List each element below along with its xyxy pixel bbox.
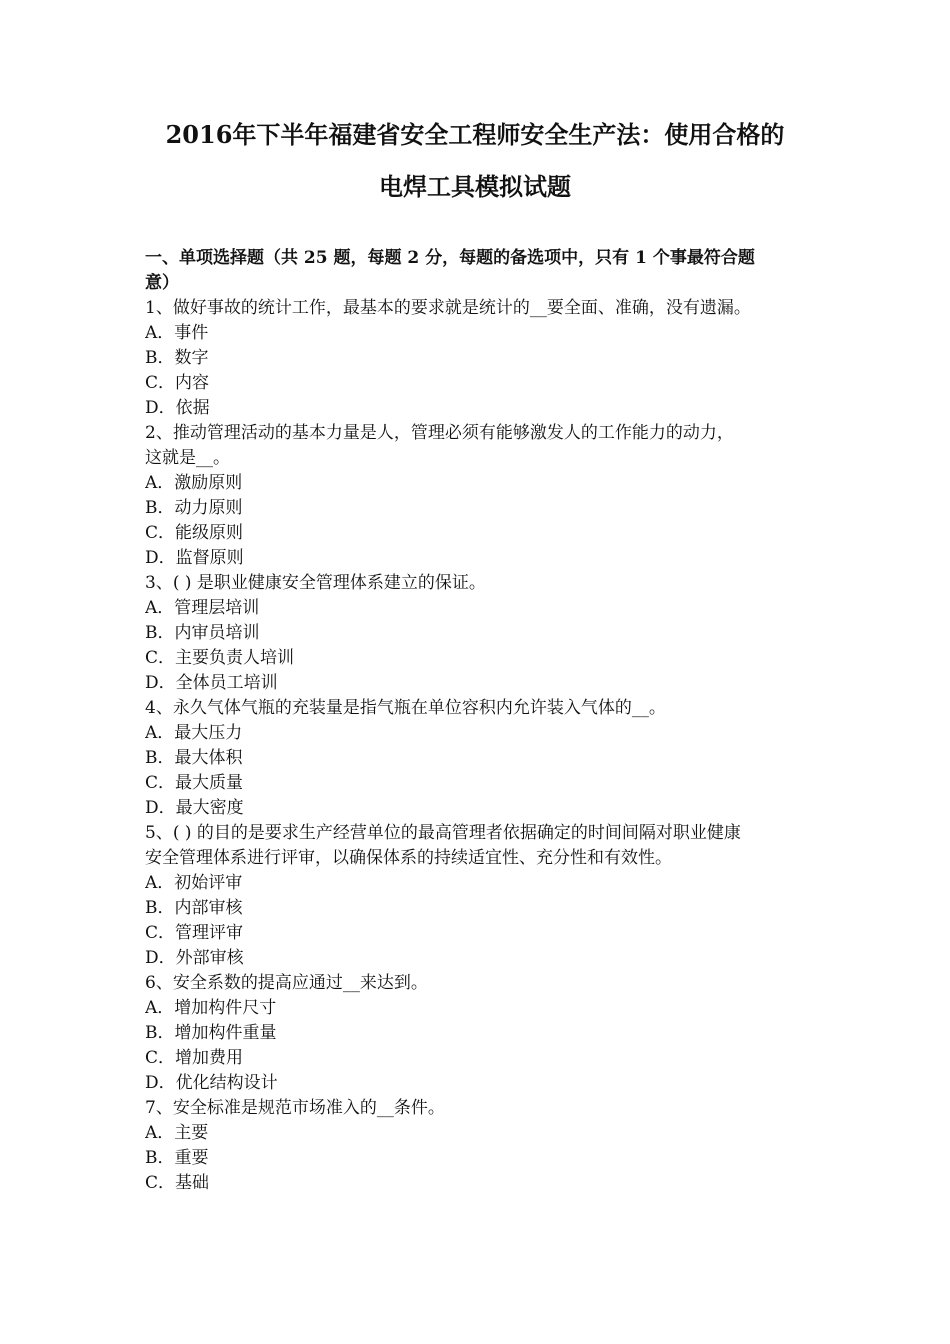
- question-2-option-c: C．能级原则: [145, 523, 244, 543]
- question-2-text: 2、推动管理活动的基本力量是人，管理必须有能够激发人的工作能力的动力，: [145, 423, 734, 443]
- question-3-text: 3、( ) 是职业健康安全管理体系建立的保证。: [145, 573, 486, 593]
- question-5-option-c: C．管理评审: [145, 923, 244, 943]
- question-2-option-a: A．激励原则: [145, 473, 243, 493]
- question-7-option-a: A．主要: [145, 1123, 209, 1143]
- question-3: [145, 571, 815, 696]
- question-6-option-b: B．增加构件重量: [145, 1023, 277, 1043]
- document-title-line-1: 2016年下半年福建省安全工程师安全生产法：使用合格的: [165, 120, 785, 149]
- section-heading-line-2: 意）: [145, 273, 179, 293]
- question-list: [145, 296, 815, 1196]
- question-4-option-b: B．最大体积: [145, 748, 243, 768]
- question-3-option-b: B．内审员培训: [145, 623, 260, 643]
- question-5-option-b: B．内部审核: [145, 898, 243, 918]
- question-2-text-cont: 这就是__。: [145, 448, 230, 468]
- question-6-option-a: A．增加构件尺寸: [145, 998, 277, 1018]
- question-5-text: 5、( ) 的目的是要求生产经营单位的最高管理者依据确定的时间间隔对职业健康: [145, 823, 741, 843]
- question-2-option-d: D．监督原则: [145, 548, 244, 568]
- question-2-option-b: B．动力原则: [145, 498, 243, 518]
- question-1-option-d: D．依据: [145, 398, 210, 418]
- question-1: [145, 296, 815, 421]
- question-1-option-b: B．数字: [145, 348, 209, 368]
- question-3-option-c: C．主要负责人培训: [145, 648, 295, 668]
- question-6: [145, 971, 815, 1096]
- question-6-text: 6、安全系数的提高应通过__来达到。: [145, 973, 428, 993]
- question-7-option-b: B．重要: [145, 1148, 209, 1168]
- question-1-text: 1、做好事故的统计工作，最基本的要求就是统计的__要全面、准确，没有遗漏。: [145, 298, 751, 318]
- question-7-text: 7、安全标准是规范市场准入的__条件。: [145, 1098, 445, 1118]
- question-5-option-d: D．外部审核: [145, 948, 244, 968]
- question-5: [145, 821, 815, 971]
- section-heading-line-1: 一、单项选择题（共 25 题，每题 2 分，每题的备选项中，只有 1 个事最符合题: [145, 248, 755, 268]
- question-4-option-d: D．最大密度: [145, 798, 244, 818]
- question-7-option-c: C．基础: [145, 1173, 210, 1193]
- section-heading: [145, 246, 815, 296]
- question-4-option-c: C．最大质量: [145, 773, 244, 793]
- question-1-option-c: C．内容: [145, 373, 210, 393]
- question-3-option-a: A．管理层培训: [145, 598, 260, 618]
- question-2: [145, 421, 815, 571]
- document-title-line-2: 电焊工具模拟试题: [379, 172, 571, 201]
- question-3-option-d: D．全体员工培训: [145, 673, 278, 693]
- question-7: [145, 1096, 815, 1196]
- question-5-option-a: A．初始评审: [145, 873, 243, 893]
- question-4-option-a: A．最大压力: [145, 723, 243, 743]
- question-6-option-c: C．增加费用: [145, 1048, 244, 1068]
- question-1-option-a: A．事件: [145, 323, 209, 343]
- question-5-text-cont: 安全管理体系进行评审，以确保体系的持续适宜性、充分性和有效性。: [145, 848, 672, 868]
- question-6-option-d: D．优化结构设计: [145, 1073, 278, 1093]
- question-4: [145, 696, 815, 821]
- question-4-text: 4、永久气体气瓶的充装量是指气瓶在单位容积内允许装入气体的__。: [145, 698, 666, 718]
